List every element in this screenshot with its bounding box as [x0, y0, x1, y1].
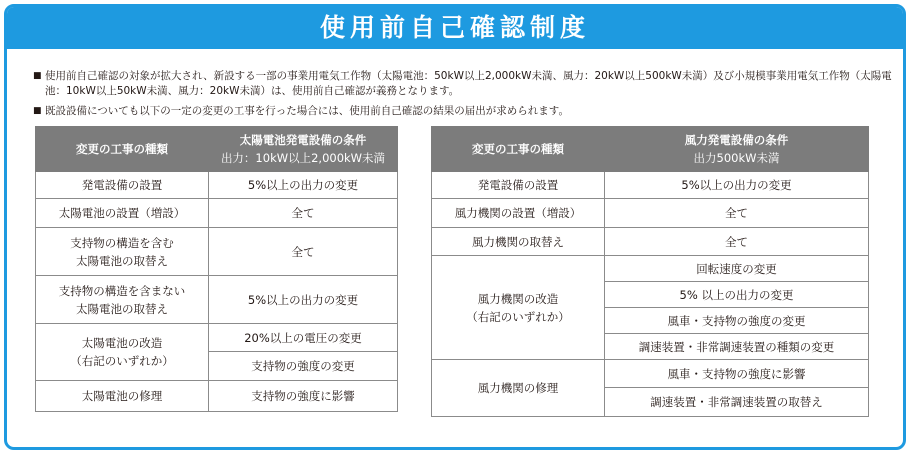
table-cell: 風車・支持物の強度に影響 — [605, 360, 869, 388]
table-cell: 5%以上の出力の変更 — [209, 172, 398, 199]
table-cell — [36, 276, 209, 324]
table-cell: 風車・支持物の強度の変更 — [605, 308, 869, 334]
cell-line: 太陽電池の取替え — [76, 253, 168, 268]
note-text: 使用前自己確認の対象が拡大され、新設する一部の事業用電気工作物（太陽電池：50kW以上2,000kW未満、風力：20kW以上500kW未満）及び小規模事業用電気工作物（太陽電池：10kW以上50kW未満、風力：20kW未満）は、使用前自己確認が義務となります。 — [45, 70, 892, 97]
table-row — [36, 381, 398, 412]
square-bullet-icon: ■ — [33, 106, 42, 116]
table-row — [432, 228, 869, 256]
table-row — [432, 256, 869, 282]
table-cell: 支持物の強度の変更 — [209, 352, 398, 381]
table-cell: 調速装置・非常調速装置の取替え — [605, 388, 869, 417]
cell-line: 風力機関の改造 — [477, 291, 559, 306]
cell-line: （右記のいずれか） — [70, 354, 174, 368]
cell-line: （右記のいずれか） — [466, 309, 570, 324]
note-item — [33, 69, 893, 99]
header-subtitle: 出力500kW未満 — [693, 151, 780, 165]
table-cell: 風力機関の設置（増設） — [432, 199, 605, 228]
table-cell: 全て — [209, 199, 398, 228]
table-cell: 風力機関の取替え — [432, 228, 605, 256]
table-cell: 支持物の強度に影響 — [209, 381, 398, 412]
cell-line: 太陽電池の取替え — [76, 301, 168, 316]
cell-line: 支持物の構造を含む — [70, 235, 174, 250]
table-row — [36, 276, 398, 324]
header-title: 風力発電設備の条件 — [684, 133, 789, 147]
page-title: 使用前自己確認制度 — [7, 7, 903, 49]
header-subtitle: 出力：10kW以上2,000kW未満 — [220, 151, 386, 165]
table-cell: 5% 以上の出力の変更 — [605, 282, 869, 308]
table-row — [432, 172, 869, 199]
table-cell: 全て — [605, 199, 869, 228]
table-header: 変更の工事の種類 — [36, 127, 209, 172]
header-title: 太陽電池発電設備の条件 — [239, 133, 367, 147]
table-row — [432, 360, 869, 388]
table-row — [432, 199, 869, 228]
table-cell: 太陽電池の修理 — [36, 381, 209, 412]
table-cell: 太陽電池の設置（増設） — [36, 199, 209, 228]
table-cell: 発電設備の設置 — [36, 172, 209, 199]
cell-line: 支持物の構造を含まない — [58, 283, 186, 298]
table-cell: 風力機関の修理 — [432, 360, 605, 417]
note-item — [33, 104, 893, 119]
table-row — [36, 199, 398, 228]
table-row — [36, 228, 398, 276]
table-cell: 全て — [605, 228, 869, 256]
table-header — [209, 127, 398, 172]
table-header: 変更の工事の種類 — [432, 127, 605, 172]
note-text: 既設設備についても以下の一定の変更の工事を行った場合には、使用前自己確認の結果の届出が求められます。 — [45, 105, 569, 117]
table-cell: 20%以上の電圧の変更 — [209, 324, 398, 352]
table-header — [605, 127, 869, 172]
wind-conditions-table — [431, 126, 869, 417]
table-cell: 5%以上の出力の変更 — [605, 172, 869, 199]
table-cell: 発電設備の設置 — [432, 172, 605, 199]
table-cell — [36, 228, 209, 276]
solar-conditions-table — [35, 126, 398, 412]
table-cell: 回転速度の変更 — [605, 256, 869, 282]
table-cell — [432, 256, 605, 360]
table-row — [36, 172, 398, 199]
table-cell — [36, 324, 209, 381]
table-cell: 調速装置・非常調速装置の種類の変更 — [605, 334, 869, 360]
table-cell: 全て — [209, 228, 398, 276]
cell-line: 太陽電池の改造 — [81, 336, 163, 350]
square-bullet-icon: ■ — [33, 71, 42, 81]
table-cell: 5%以上の出力の変更 — [209, 276, 398, 324]
notes — [33, 69, 893, 124]
table-row — [36, 324, 398, 352]
